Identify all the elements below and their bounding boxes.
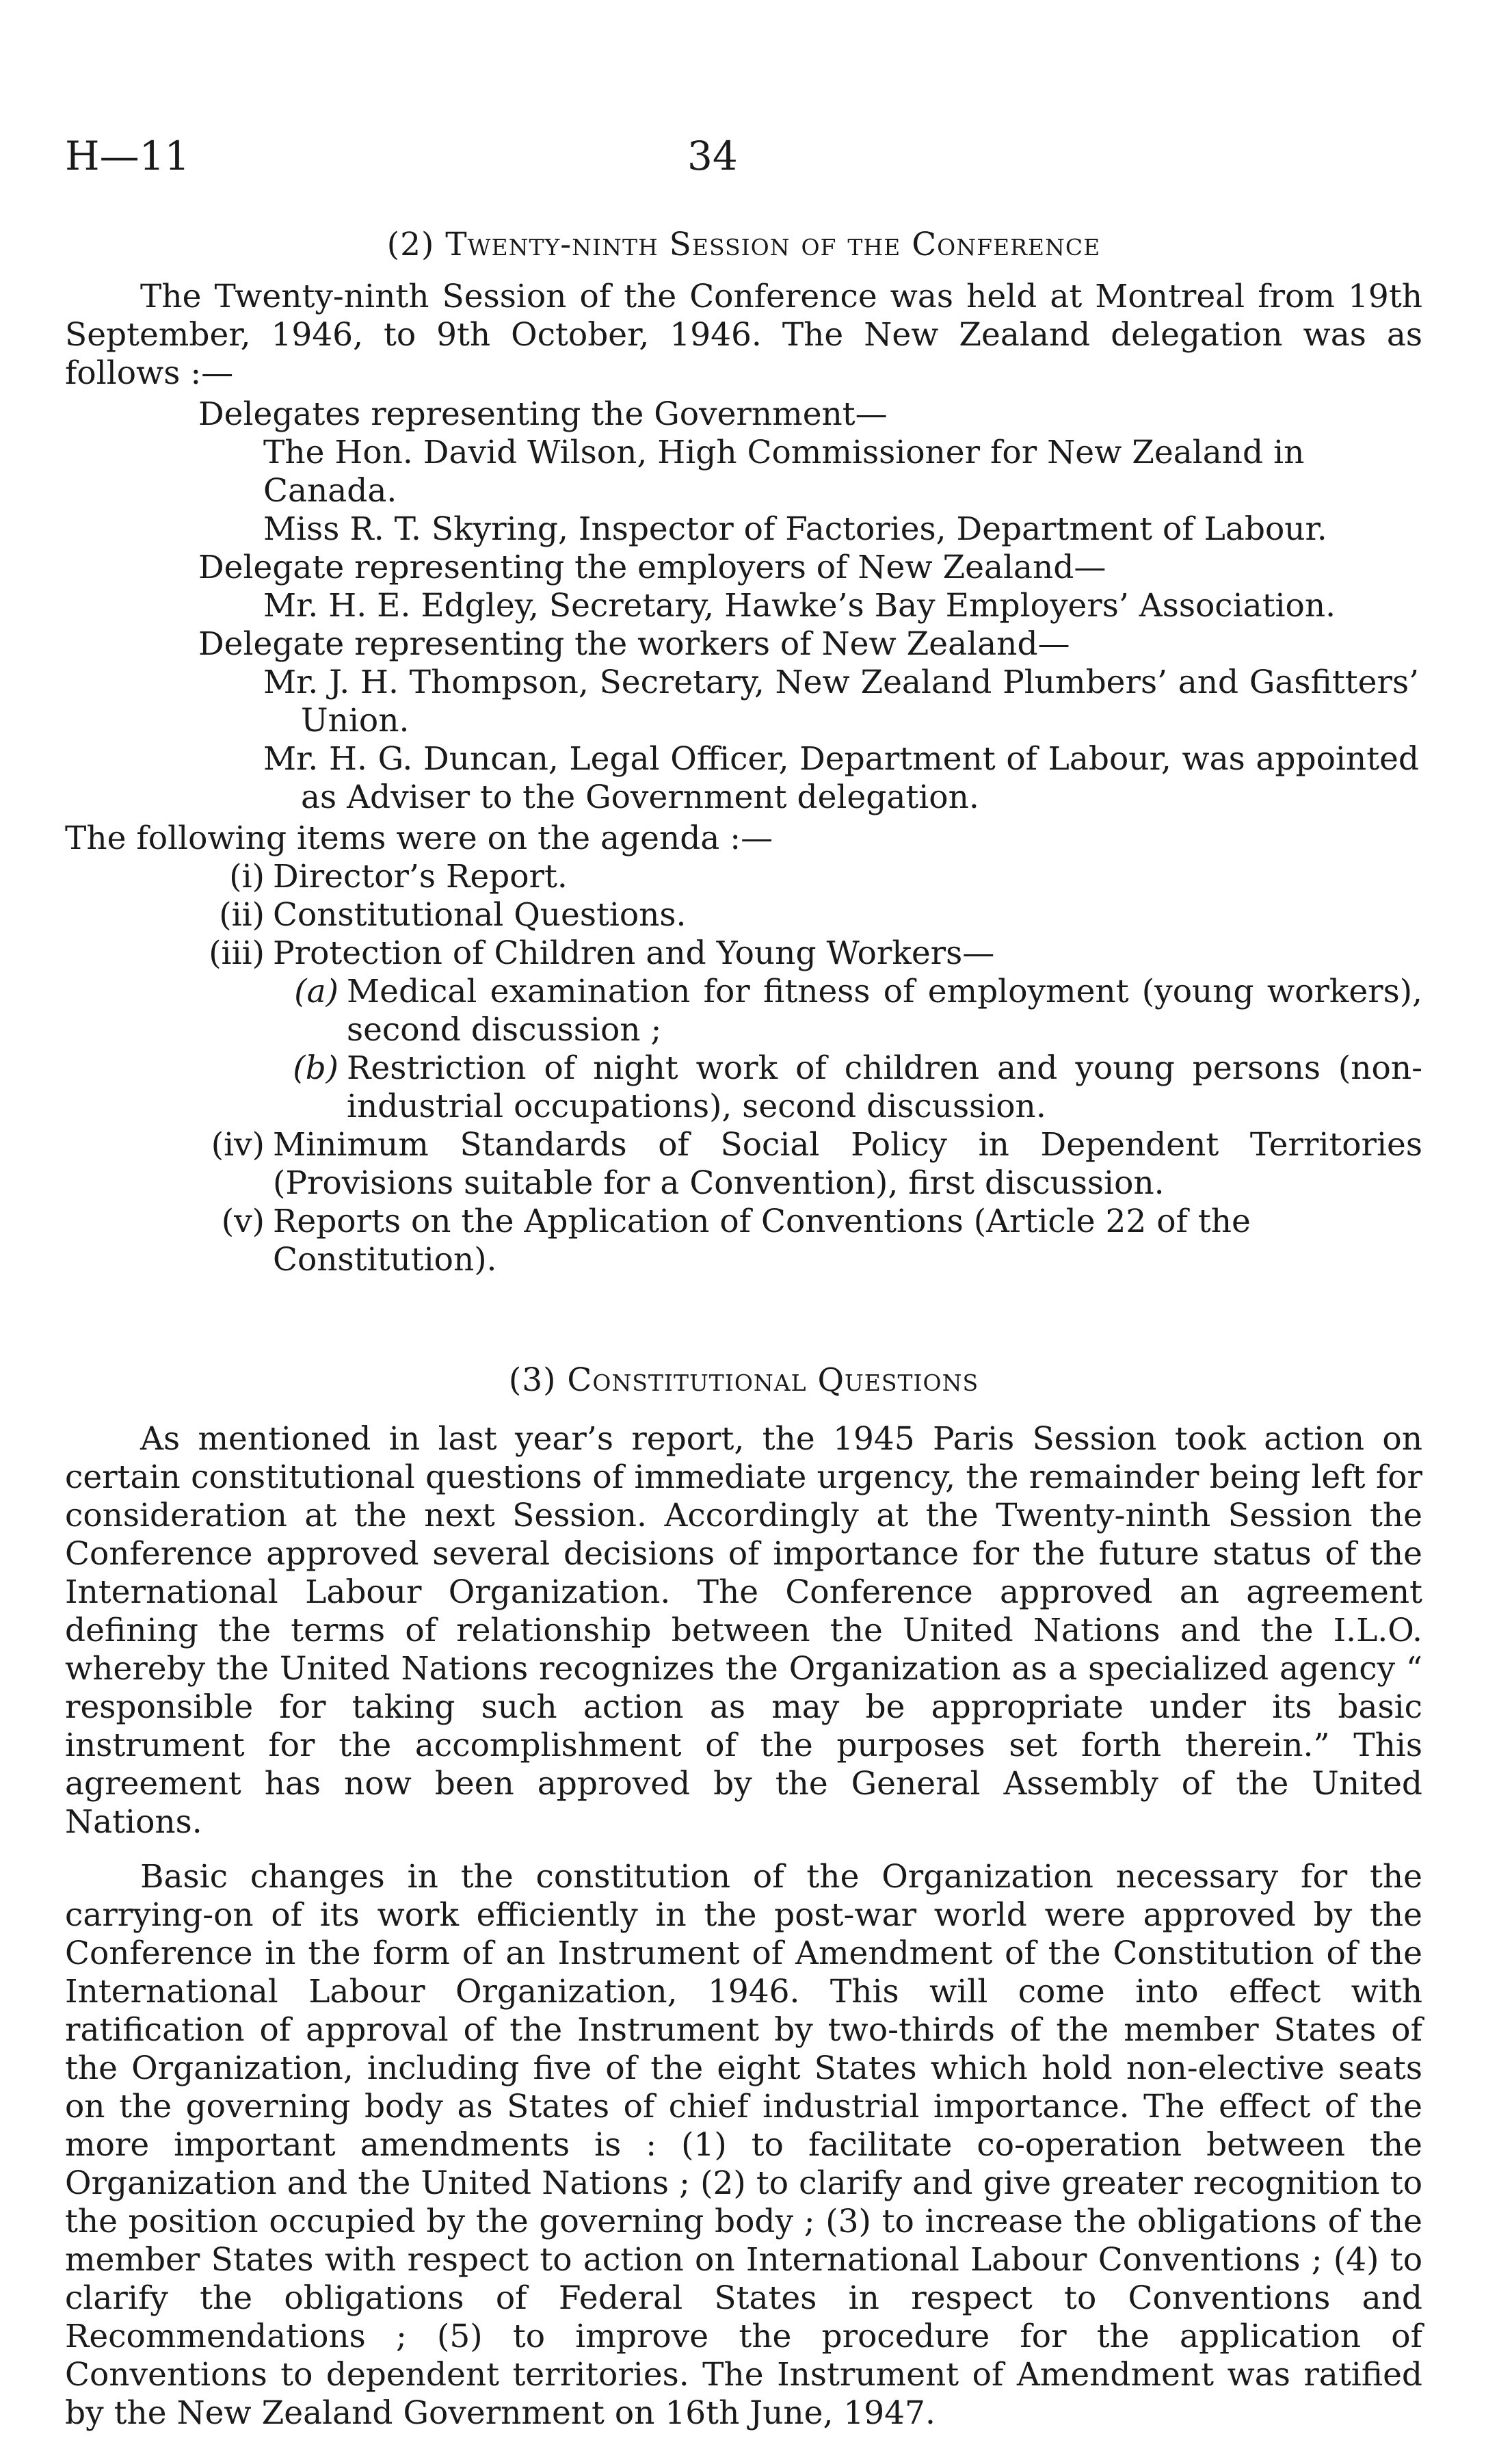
document-page xyxy=(65,133,1422,2449)
section-heading: (3) Constitutional Questions xyxy=(508,1361,979,1399)
agenda-intro: The following items were on the agenda :— xyxy=(65,820,773,857)
section-twenty-ninth-session xyxy=(65,226,1422,1279)
delegate-text: Mr. J. H. Thompson, Secretary, New Zealand Plumbers’ and Gasfitters’ Union. xyxy=(263,664,1419,739)
agenda-text: Constitutional Questions. xyxy=(273,896,687,934)
agenda-text: Protection of Children and Young Workers— xyxy=(273,934,995,972)
page-header xyxy=(65,133,1422,198)
agenda-item xyxy=(188,1126,1422,1203)
subitem-text: Medical examination for fitness of employment (young workers), second discussion ; xyxy=(347,973,1422,1049)
delegation-label: Delegates representing the Government— xyxy=(198,395,888,433)
paragraph: Basic changes in the constitution of the Organization necessary for the carrying-on of its work efficiently in the post-war world were approved by the Conference in the form of an Instrument of Amendment of the Constitution of the International Labour Organization, 1946. This will come into effect with ratification of approval of the Instrument by two-thirds of the member States of the Organization, including five of the eight States which hold non-elective seats on the governing body as States of chief industrial importance. The effect of the more important amendments is : (1) to facilitate co-operation between the Organization and the United Nations ; (2) to clarify and give greater recognition to the position occupied by the governing body ; (3) to increase the obligations of the member States with respect to action on International Labour Conventions ; (4) to clarify the obligations of Federal States in respect to Conventions and Recommendations ; (5) to improve the procedure for the application of Conventions to dependent territories. The Instrument of Amendment was ratified by the New Zealand Government on 16th June, 1947. xyxy=(65,1858,1422,2432)
delegate-entry xyxy=(263,664,1419,740)
delegate-text: Mr. H. G. Duncan, Legal Officer, Department of Labour, was appointed as Adviser to the Government delegation. xyxy=(263,740,1419,816)
delegate-entry: Miss R. T. Skyring, Inspector of Factories, Department of Labour. xyxy=(263,510,1327,548)
agenda-number: (i) xyxy=(229,858,265,895)
section-constitutional-questions xyxy=(65,1361,1422,2433)
delegate-entry: The Hon. David Wilson, High Commissioner for New Zealand in Canada. xyxy=(263,434,1305,510)
paragraph: As mentioned in last year’s report, the 1945 Paris Session took action on certain constitutional questions of immediate urgency, the remainder being left for consideration at the next Session. Accordingly at the Twenty-ninth Session the Conference approved several decisions of importance for the future status of the International Labour Organization. The Conference approved an agreement defining the terms of relationship between the United Nations and the I.L.O. whereby the United Nations recognizes the Organization as a specialized agency “ responsible for taking such action as may be appropriate under its basic instrument for the accomplishment of the purposes set forth therein.” This agreement has now been approved by the General Assembly of the United Nations. xyxy=(65,1420,1422,1841)
agenda-item xyxy=(188,1203,1422,1279)
agenda-item xyxy=(188,896,1422,934)
delegate-entry xyxy=(263,740,1419,817)
agenda-number: (iv) xyxy=(211,1126,265,1164)
delegation-label: Delegate representing the workers of New Zealand— xyxy=(198,625,1070,663)
agenda-number: (iii) xyxy=(209,934,265,972)
agenda-item xyxy=(188,858,1422,896)
agenda-subitem xyxy=(287,973,1422,1049)
subitem-text: Restriction of night work of children and young persons (non-industrial occupations), second discussion. xyxy=(347,1049,1422,1125)
agenda-text: Reports on the Application of Conventions (Article 22 of the Constitution). xyxy=(273,1203,1251,1279)
agenda-item xyxy=(188,934,1422,973)
paragraph: The Twenty-ninth Session of the Conference was held at Montreal from 19th September, 1946, to 9th October, 1946. The New Zealand delegation was as follows :— xyxy=(65,278,1422,392)
agenda-number: (v) xyxy=(221,1203,265,1240)
subitem-letter: (b) xyxy=(293,1049,339,1087)
agenda-number: (ii) xyxy=(219,896,265,934)
agenda-text: Director’s Report. xyxy=(273,858,568,895)
agenda-subitem xyxy=(287,1049,1422,1126)
document-reference: H—11 xyxy=(65,133,190,179)
section-heading: (2) Twenty-ninth Session of the Conference xyxy=(386,226,1101,263)
delegate-entry: Mr. H. E. Edgley, Secretary, Hawke’s Bay Employers’ Association. xyxy=(263,587,1336,625)
subitem-letter: (a) xyxy=(294,973,339,1010)
page-number: 34 xyxy=(687,133,738,179)
agenda-text: Minimum Standards of Social Policy in Dependent Territories (Provisions suitable for a Convention), first discussion. xyxy=(273,1126,1422,1202)
agenda-list xyxy=(188,858,1422,1279)
delegation-label: Delegate representing the employers of New Zealand— xyxy=(198,549,1106,586)
